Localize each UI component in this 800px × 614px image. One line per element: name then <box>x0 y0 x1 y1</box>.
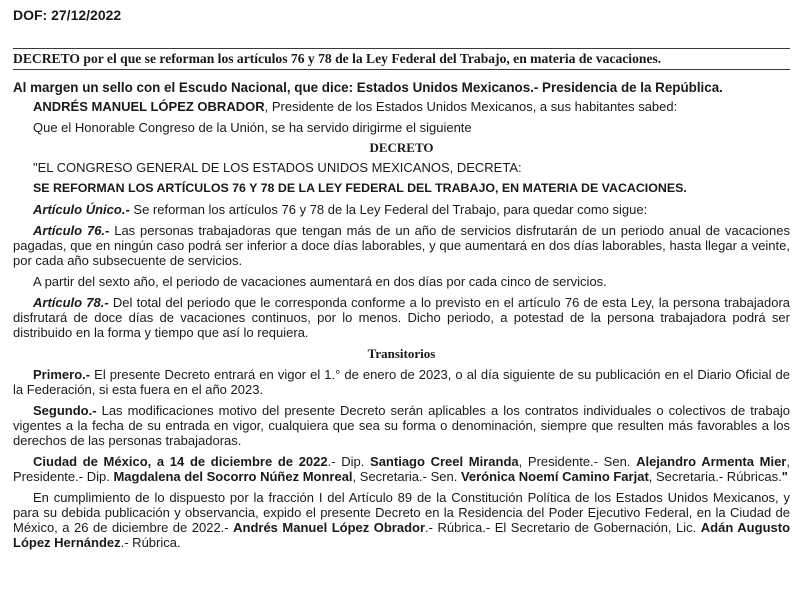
signing-text: , Presidente.- Sen. <box>518 454 637 469</box>
article-76-label: Artículo 76.- <box>33 223 110 238</box>
dof-date: DOF: 27/12/2022 <box>13 7 122 23</box>
closing-quote: " <box>781 469 788 484</box>
president-paragraph <box>13 99 790 114</box>
primero-text: El presente Decreto entrará en vigor el 1.° de enero de 2023, o al día siguiente de su publicación en el Diario Oficial de la Federación, si esta fuera en el año 2023. <box>13 367 790 397</box>
top-rule <box>13 48 790 49</box>
signing-paragraph <box>13 454 790 484</box>
segundo-label: Segundo.- <box>33 403 97 418</box>
seal-note: Al margen un sello con el Escudo Nacional, que dice: Estados Unidos Mexicanos.- Presidencia de la República. <box>13 80 723 95</box>
promulgation-text: .- Rúbrica. <box>120 535 181 550</box>
signer-name: Magdalena del Socorro Núñez Monreal <box>113 469 353 484</box>
signing-place-date: Ciudad de México, a 14 de diciembre de 2022 <box>33 454 328 469</box>
promulgation-paragraph <box>13 490 790 550</box>
articulo-unico-paragraph <box>13 202 790 217</box>
congress-decree: "EL CONGRESO GENERAL DE LOS ESTADOS UNIDOS MEXICANOS, DECRETA: <box>33 160 522 175</box>
signer-name: Verónica Noemí Camino Farjat <box>460 469 649 484</box>
primero-label: Primero.- <box>33 367 91 382</box>
document-body <box>13 80 790 550</box>
signing-text: , Secretaria.- Sen. <box>352 469 461 484</box>
signing-text: , Presidente.- Dip. <box>13 454 790 484</box>
signer-name: Andrés Manuel López Obrador <box>233 520 426 535</box>
president-text: , Presidente de los Estados Unidos Mexicanos, a sus habitantes sabed: <box>264 99 678 114</box>
article-78-label: Artículo 78.- <box>33 295 109 310</box>
decree-title: DECRETO por el que se reforman los artículos 76 y 78 de la Ley Federal del Trabajo, en materia de vacaciones. <box>13 51 662 66</box>
bottom-rule <box>13 69 790 70</box>
segundo-text: Las modificaciones motivo del presente Decreto serán aplicables a los contratos individuales o colectivos de trabajo vigentes a la fecha de su entrada en vigor, cualquiera que sea su forma o denominación, siempre que resulten más favorables a los derechos de las personas trabajadoras. <box>13 403 790 448</box>
promulgation-text: .- Rúbrica.- El Secretario de Gobernación, Lic. <box>425 520 701 535</box>
signer-name: Alejandro Armenta Mier <box>636 454 787 469</box>
segundo-paragraph <box>13 403 790 448</box>
decreto-heading: DECRETO <box>369 140 434 155</box>
primero-paragraph <box>13 367 790 397</box>
signing-text: .- Dip. <box>327 454 371 469</box>
promulgation-text: En cumplimiento de lo dispuesto por la fracción I del Artículo 89 de la Constitución Política de los Estados Unidos Mexicanos, y para su debida publicación y observancia, expido el presente Decreto en la Residencia del Poder Ejecutivo Federal, en la Ciudad de México, a 26 de diciembre de 2022.- <box>13 490 790 535</box>
president-name: ANDRÉS MANUEL LÓPEZ OBRADOR <box>33 99 265 114</box>
congress-paragraph: Que el Honorable Congreso de la Unión, se ha servido dirigirme el siguiente <box>33 120 472 135</box>
signer-name: Santiago Creel Miranda <box>370 454 519 469</box>
article-76-text: Las personas trabajadoras que tengan más de un año de servicios disfrutarán de un periodo anual de vacaciones pagadas, que en ningún caso podrá ser inferior a doce días laborables, y que aumentará en dos días laborables, hasta llegar a veinte, por cada año subsecuente de servicios. <box>13 223 791 268</box>
article-76-paragraph <box>13 223 790 268</box>
transitorios-heading: Transitorios <box>367 346 436 361</box>
articulo-unico-label: Artículo Único.- <box>33 202 130 217</box>
articulo-unico-text: Se reforman los artículos 76 y 78 de la Ley Federal del Trabajo, para quedar como sigue: <box>129 202 648 217</box>
article-78-text: Del total del periodo que le corresponda conforme a lo previsto en el artículo 76 de esta Ley, la persona trabajadora disfrutará de doce días de vacaciones continuos, por lo menos. Dicho periodo, a potestad de la persona trabajadora podrá ser distribuido en la forma y tiempo que así lo requiera. <box>13 295 791 340</box>
signing-text: , Secretaria.- Rúbricas. <box>648 469 782 484</box>
article-78-paragraph <box>13 295 790 340</box>
reform-heading: SE REFORMAN LOS ARTÍCULOS 76 Y 78 DE LA LEY FEDERAL DEL TRABAJO, EN MATERIA DE VACACIONES. <box>33 181 687 195</box>
sixth-year-paragraph: A partir del sexto año, el periodo de vacaciones aumentará en dos días por cada cinco de servicios. <box>33 274 607 289</box>
signer-name: Adán Augusto López Hernández <box>13 520 791 550</box>
